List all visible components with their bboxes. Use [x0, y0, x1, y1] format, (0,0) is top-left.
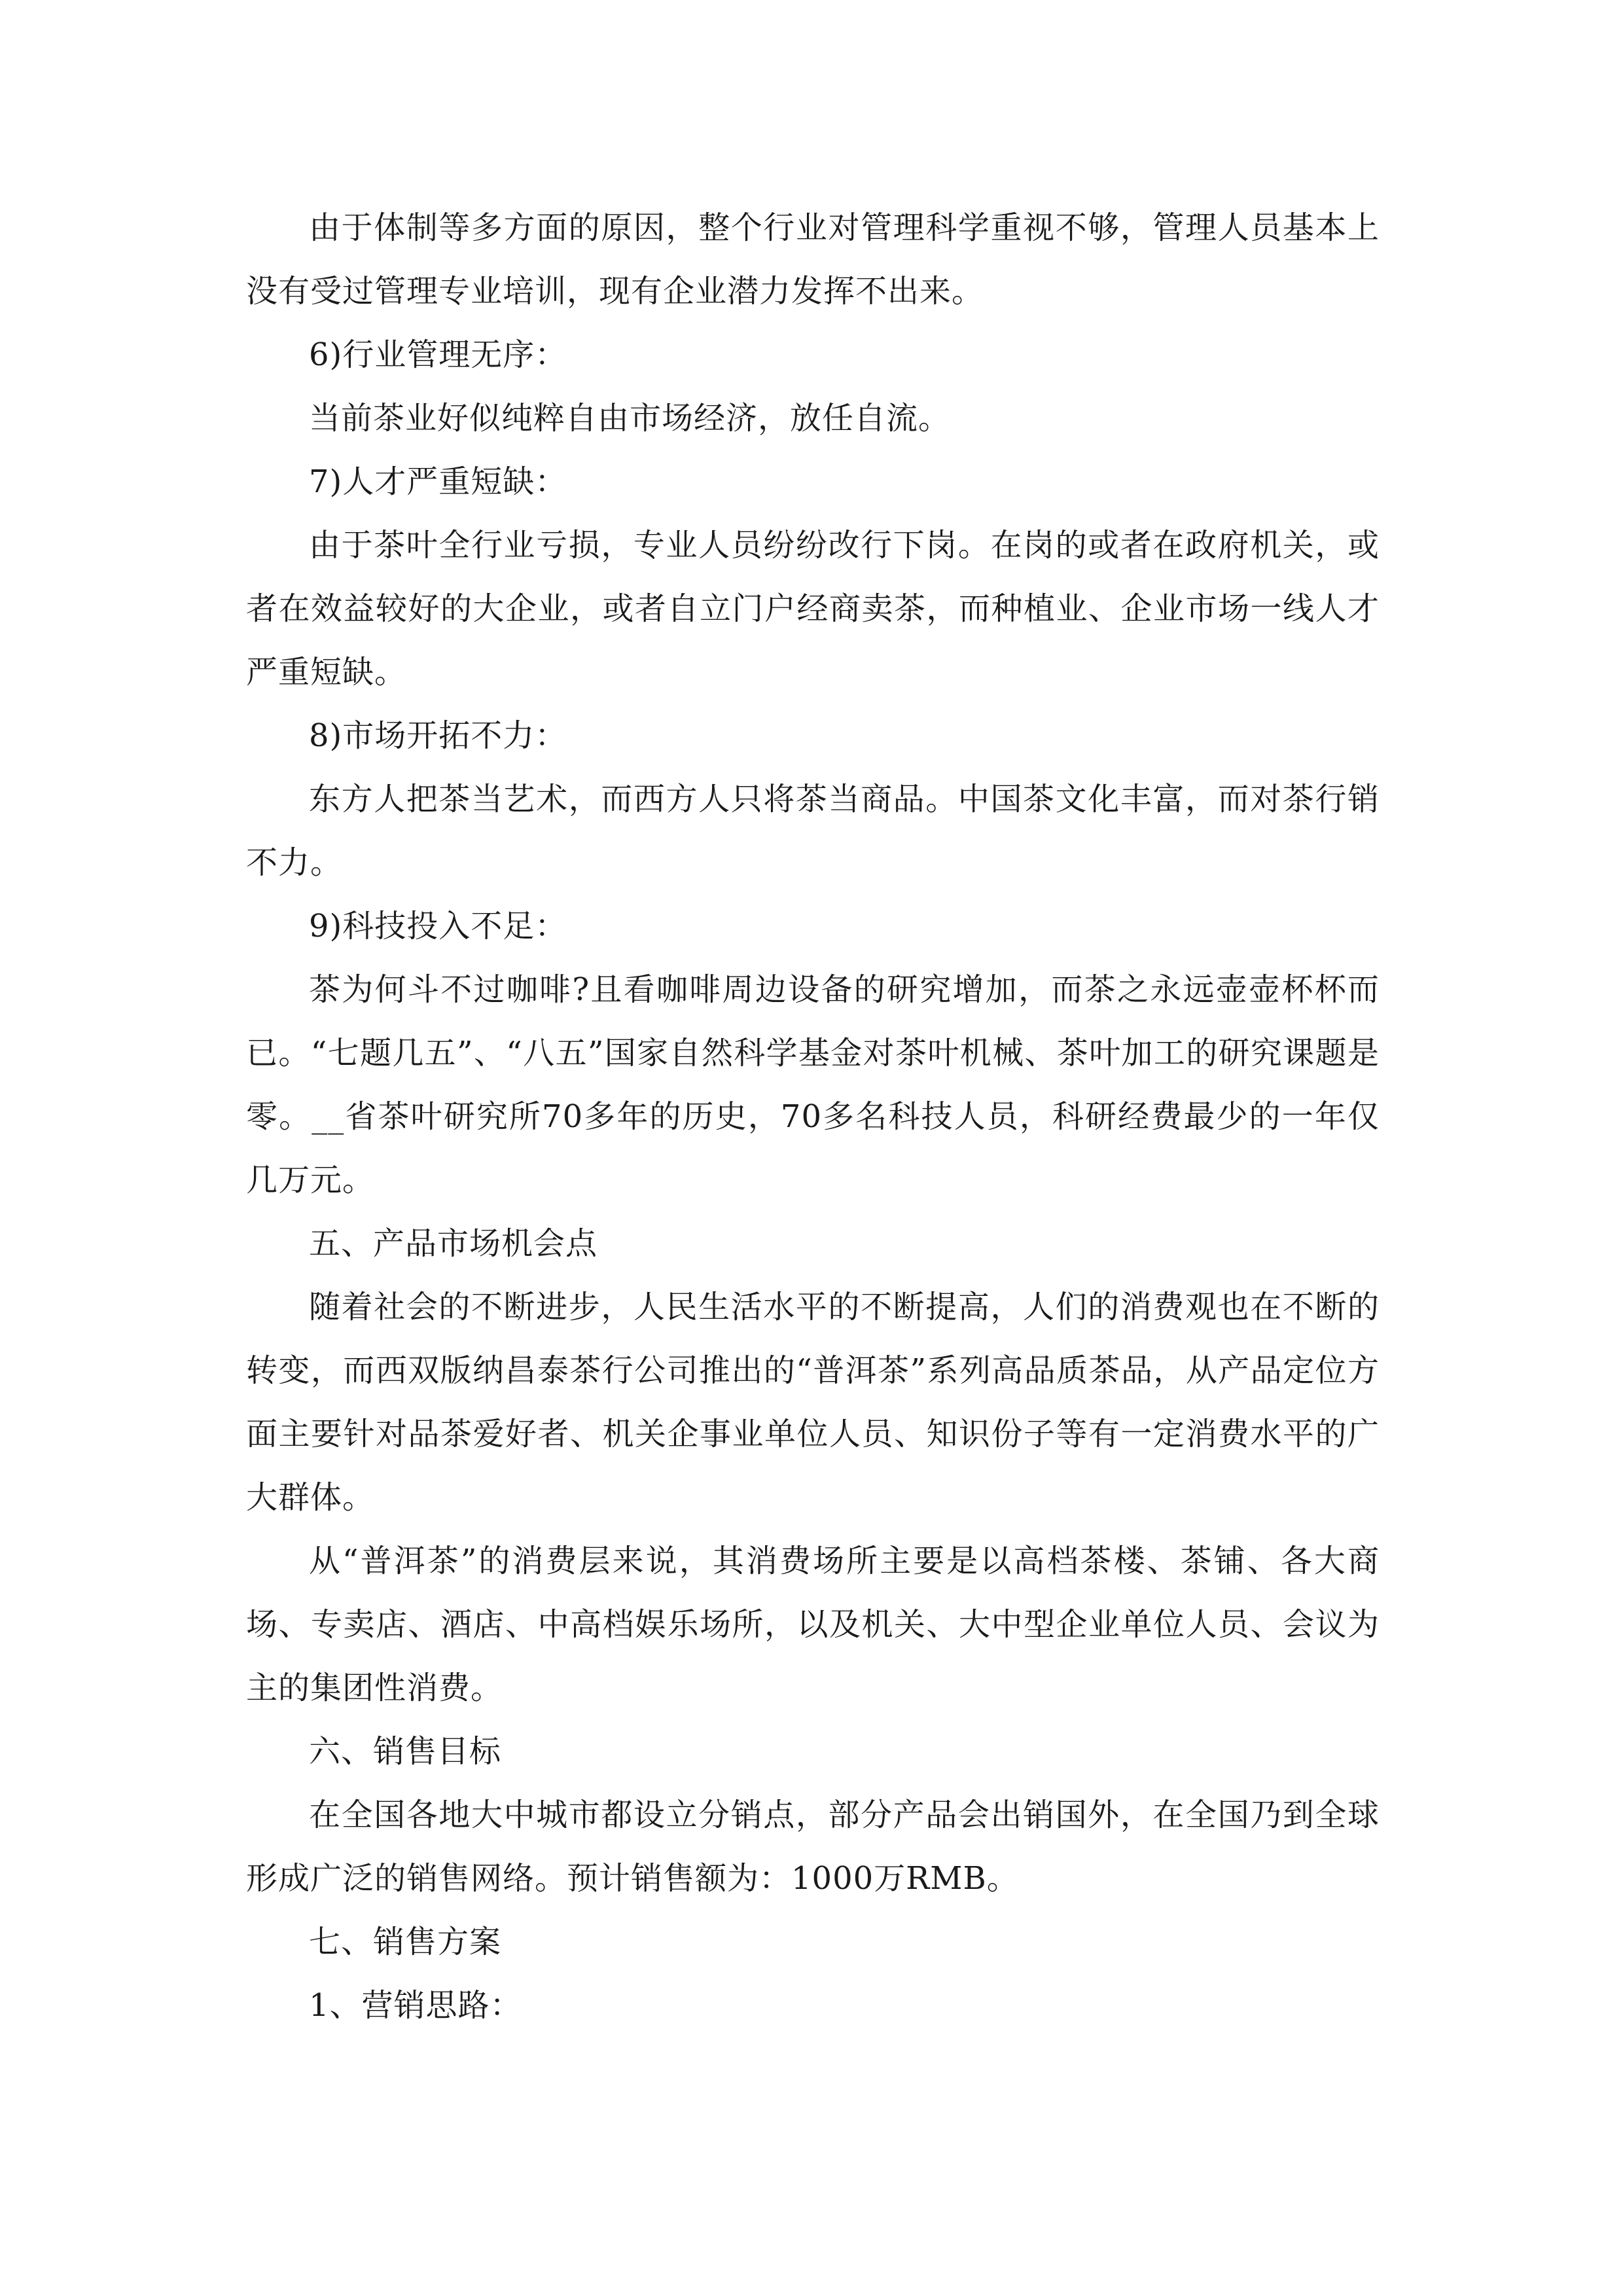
heading-sales-plan: 七、销售方案 — [309, 1924, 502, 1960]
paragraph-market-expansion: 东方人把茶当艺术，而西方人只将茶当商品。中国茶文化丰富，而对茶行销不力。 — [246, 781, 1380, 881]
heading-market-opportunity: 五、产品市场机会点 — [309, 1225, 598, 1262]
paragraph-sales-target: 在全国各地大中城市都设立分销点，部分产品会出销国外，在全国乃到全球形成广泛的销售网络。预计销售额为：1000万RMB。 — [246, 1797, 1380, 1897]
paragraph-management-training: 由于体制等多方面的原因，整个行业对管理科学重视不够，管理人员基本上没有受过管理专业培训，现有企业潜力发挥不出来。 — [246, 209, 1380, 310]
heading-marketing-approach: 1、营销思路： — [309, 1987, 522, 2024]
paragraph-tech-investment: 茶为何斗不过咖啡?且看咖啡周边设备的研究增加，而茶之永远壶壶杯杯而已。“七题几五”、“八五”国家自然科学基金对茶叶机械、茶叶加工的研究课题是零。__省茶叶研究所70多年的历史，70多名科技人员，科研经费最少的一年仅几万元。 — [246, 971, 1380, 1198]
heading-sales-target: 六、销售目标 — [309, 1733, 502, 1770]
heading-industry-disorder: 6)行业管理无序： — [309, 336, 567, 373]
heading-market-expansion: 8)市场开拓不力： — [309, 717, 567, 754]
paragraph-talent-shortage: 由于茶叶全行业亏损，专业人员纷纷改行下岗。在岗的或者在政府机关，或者在效益较好的大企业，或者自立门户经商卖茶，而种植业、企业市场一线人才严重短缺。 — [246, 527, 1380, 691]
document-body — [246, 196, 1380, 2037]
heading-talent-shortage: 7)人才严重短缺： — [309, 463, 567, 500]
heading-tech-investment: 9)科技投入不足： — [309, 908, 567, 944]
paragraph-target-consumers: 随着社会的不断进步，人民生活水平的不断提高，人们的消费观也在不断的转变，而西双版纳昌泰茶行公司推出的“普洱茶”系列高品质茶品，从产品定位方面主要针对品茶爱好者、机关企事业单位人员、知识份子等有一定消费水平的广大群体。 — [246, 1289, 1380, 1516]
paragraph-free-market: 当前茶业好似纯粹自由市场经济，放任自流。 — [309, 400, 951, 437]
paragraph-consumption-venues: 从“普洱茶”的消费层来说，其消费场所主要是以高档茶楼、茶铺、各大商场、专卖店、酒店、中高档娱乐场所，以及机关、大中型企业单位人员、会议为主的集团性消费。 — [246, 1543, 1380, 1706]
